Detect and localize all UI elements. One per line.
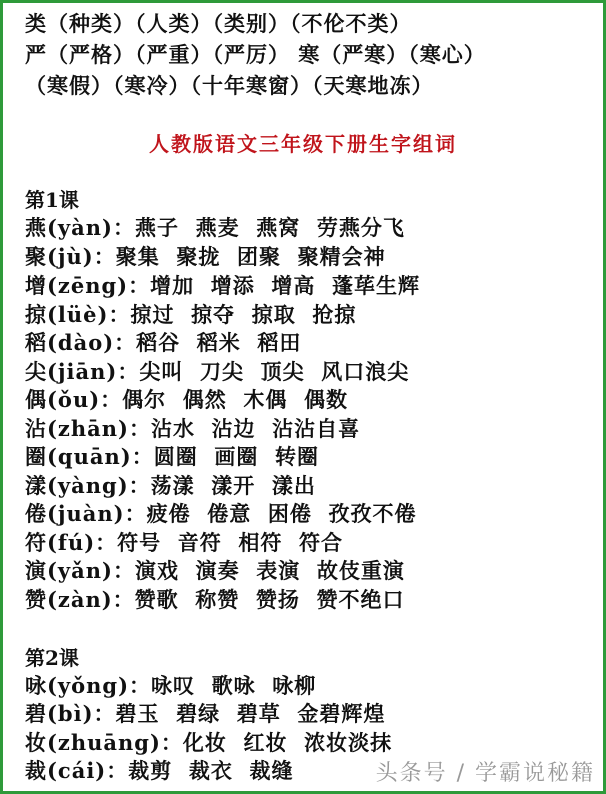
- lesson-1-row: 圈(quān)：圆圈 画圈 转圈: [25, 444, 319, 469]
- lesson-2-row: 咏(yǒng)：咏叹 歌咏 咏柳: [25, 673, 317, 698]
- page-title: 人教版语文三年级下册生字组词: [149, 132, 457, 156]
- lesson-1-row: 偶(ǒu)：偶尔 偶然 木偶 偶数: [25, 387, 349, 412]
- lesson-1-heading: 第1课: [25, 188, 79, 212]
- top-line-3: （寒假）（寒冷）（十年寒窗）（天寒地冻）: [25, 73, 434, 98]
- lesson-2-row: 妆(zhuāng)：化妆 红妆 浓妆淡抹: [25, 730, 393, 755]
- lesson-1-row: 倦(juàn)：疲倦 倦意 困倦 孜孜不倦: [25, 501, 417, 526]
- lesson-2-heading: 第2课: [25, 646, 79, 670]
- lesson-1-row: 沾(zhān)：沾水 沾边 沾沾自喜: [25, 416, 361, 441]
- top-line-1: 类（种类）（人类）（类别）（不伦不类）: [25, 11, 412, 36]
- lesson-1-row: 演(yǎn)：演戏 演奏 表演 故伎重演: [25, 558, 405, 583]
- lesson-1-row: 符(fú)：符号 音符 相符 符合: [25, 530, 344, 555]
- top-line-2: 严（严格）（严重）（严厉） 寒（严寒）（寒心）: [25, 42, 486, 67]
- watermark: 头条号 / 学霸说秘籍: [375, 761, 595, 786]
- lesson-1-row: 增(zēng)：增加 增添 增高 蓬荜生辉: [25, 273, 420, 298]
- lesson-1-row: 赞(zàn)：赞歌 称赞 赞扬 赞不绝口: [25, 587, 405, 612]
- lesson-1-row: 漾(yàng)：荡漾 漾开 漾出: [25, 473, 316, 498]
- lesson-2-row: 碧(bì)：碧玉 碧绿 碧草 金碧辉煌: [25, 701, 386, 726]
- lesson-2-row: 裁(cái)：裁剪 裁衣 裁缝: [25, 758, 294, 783]
- lesson-1-row: 燕(yàn)：燕子 燕麦 燕窝 劳燕分飞: [25, 215, 405, 240]
- lesson-1-row: 掠(lüè)：掠过 掠夺 掠取 抢掠: [25, 302, 357, 327]
- lesson-1-row: 聚(jù)：聚集 聚拢 团聚 聚精会神: [25, 244, 386, 269]
- lesson-1-row: 稻(dào)：稻谷 稻米 稻田: [25, 330, 302, 355]
- lesson-1-row: 尖(jiān)：尖叫 刀尖 顶尖 风口浪尖: [25, 359, 410, 384]
